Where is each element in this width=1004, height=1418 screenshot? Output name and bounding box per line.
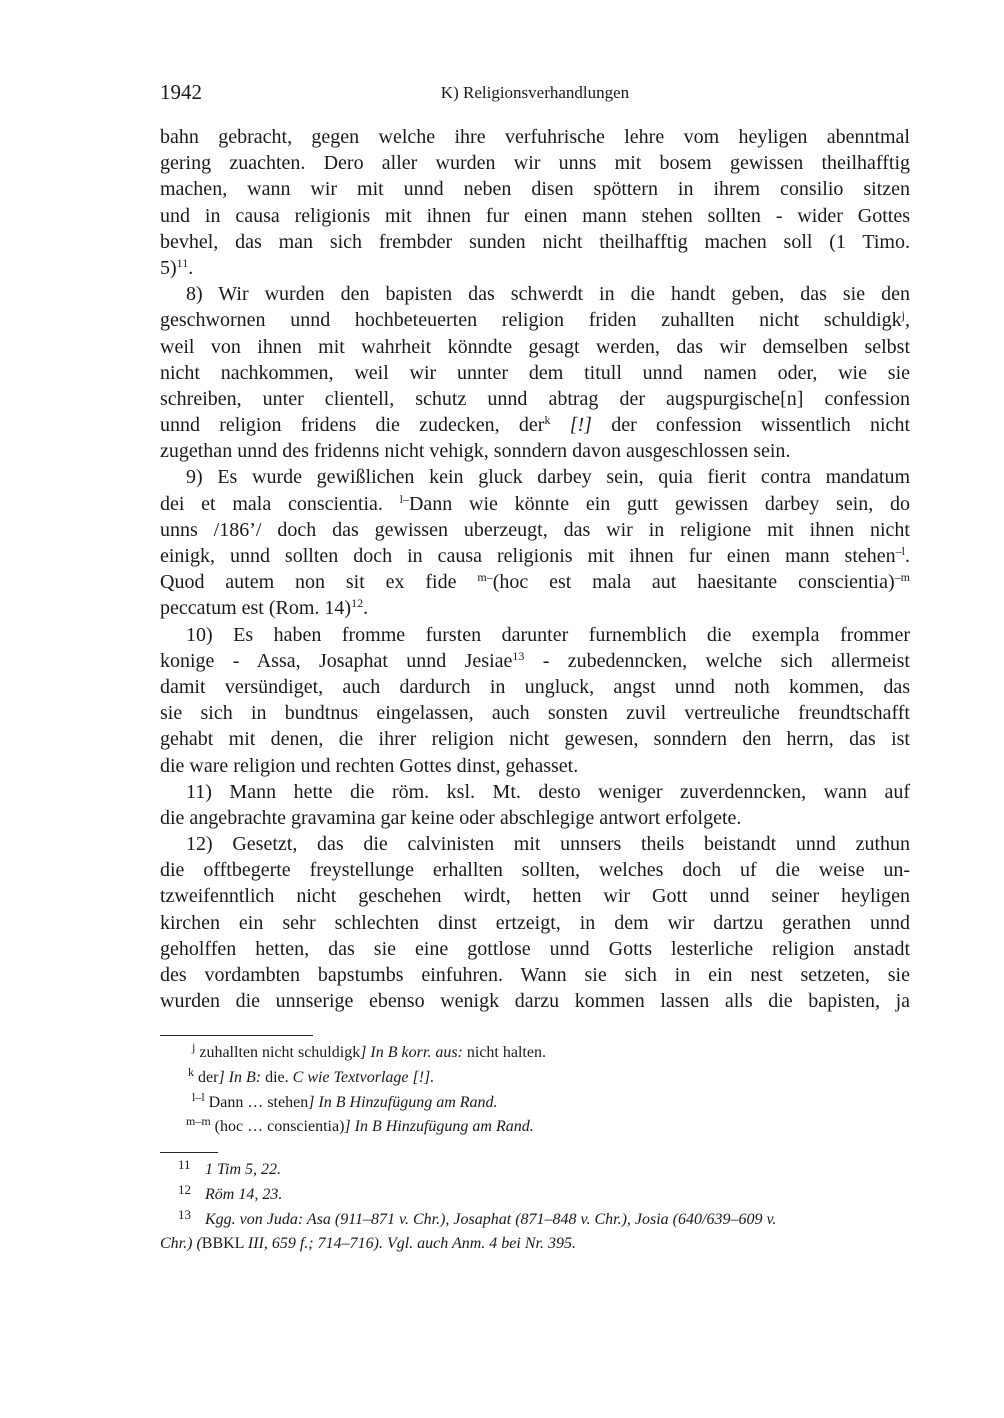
text-run: kirchen ein sehr schlechten dinst ertzeigt, in dem wir dartzu gerathen unnd	[160, 911, 910, 934]
text-run: tzweifenntlich nicht geschehen wirdt, hetten wir Gott unnd seiner heyligen	[160, 885, 910, 908]
text-run: 11) Mann hette die röm. ksl. Mt. desto weniger zuverdenncken, wann auf	[186, 780, 910, 803]
text-run: nicht halten.	[462, 1044, 546, 1061]
text-line	[160, 648, 910, 674]
text-run: .	[188, 256, 194, 279]
text-run: BBKL	[201, 1235, 248, 1253]
note-marker: k	[544, 413, 551, 428]
text-line	[160, 491, 910, 517]
note-marker: m–m	[186, 1114, 211, 1129]
text-line	[160, 910, 910, 936]
text-run: .	[905, 545, 910, 567]
text-line	[160, 360, 910, 386]
text-line	[160, 203, 910, 229]
footnote	[160, 1232, 910, 1257]
text-line	[160, 307, 910, 333]
main-text	[160, 124, 910, 1014]
text-line	[160, 412, 910, 438]
text-line	[160, 386, 910, 412]
text-line	[160, 753, 910, 779]
text-run: geschwornen unnd hochbeteuerten religion friden zuhallten nicht schuldigk	[160, 309, 902, 332]
note-marker: 11	[176, 255, 189, 270]
text-run: zuhallten nicht schuldigk	[195, 1044, 361, 1061]
text-run: die ware religion und rechten Gottes dinst, gehasset.	[160, 754, 579, 777]
text-run: der	[194, 1068, 219, 1086]
note-marker: k	[188, 1064, 194, 1079]
italic-run: Röm 14, 23.	[205, 1185, 283, 1203]
text-line	[160, 726, 910, 752]
text-line	[160, 543, 910, 569]
apparatus-divider	[160, 1035, 313, 1036]
text-run: einigk, unnd sollten doch in causa religionis mit ihnen fur einen mann stehen	[160, 545, 896, 567]
text-line	[160, 517, 910, 543]
text-run: Dann … stehen	[204, 1093, 309, 1111]
italic-run: ] In B korr. aus:	[360, 1044, 463, 1061]
italic-run: ] In B Hinzufügung am Rand.	[308, 1093, 498, 1111]
italic-run: III, 659 f.; 714–716). Vgl. auch Anm. 4 bei Nr. 395.	[247, 1235, 576, 1253]
text-line	[160, 883, 910, 909]
text-line	[160, 831, 910, 857]
note-marker: l–	[399, 491, 409, 506]
note-marker: m–	[477, 570, 493, 585]
text-line	[160, 334, 910, 360]
text-run: bahn gebracht, gegen welche ihre verfuhrische lehre vom heyligen abenntmal	[160, 126, 910, 148]
text-run: wurden die unnserige ebenso wenigk darzu kommen lassen alls die bapisten, ja	[160, 990, 910, 1013]
text-line	[160, 988, 910, 1014]
footnote: 13 Kgg. von Juda: Asa (911–871 v. Chr.), Josaphat (871–848 v. Chr.), Josia (640/639–609 v.	[178, 1206, 777, 1228]
text-run: 8) Wir wurden den bapisten das schwerdt in die handt geben, das sie den	[186, 283, 910, 306]
text-run	[550, 414, 569, 436]
note-marker: l–l	[192, 1089, 205, 1104]
text-line	[160, 805, 910, 831]
text-run: weil von ihnen mit wahrheit könndte gesagt werden, das wir demselben selbst	[160, 335, 910, 358]
text-run: damit versündiget, auch dardurch in ungluck, angst unnd noth kommen, das	[160, 675, 910, 698]
footnotes	[160, 1158, 910, 1257]
text-run: unnd religion fridens die zudecken, der	[160, 414, 545, 437]
text-run: konige - Assa, Josaphat unnd Jesiae	[160, 649, 513, 672]
italic-run: Kgg. von Juda: Asa (911–871 v. Chr.), Josaphat (871–848 v. Chr.), Josia (640/639–609 v.	[205, 1210, 777, 1228]
apparatus-note	[160, 1041, 910, 1066]
text-line	[160, 438, 910, 464]
italic-run: ] In B:	[218, 1068, 262, 1086]
text-run: geholffen hetten, das sie eine gottlose unnd Gotts lesterliche religion anstadt	[160, 937, 910, 960]
text-line	[160, 464, 910, 490]
footnote: 11 1 Tim 5, 22.	[178, 1157, 282, 1178]
text-line	[160, 150, 910, 176]
text-line	[160, 622, 910, 648]
note-marker: –l	[895, 544, 905, 558]
text-run: sie sich in bundtnus eingelassen, auch sonsten zuvil vertreuliche freundtschafft	[160, 702, 910, 725]
italic-run: ] In B Hinzufügung am Rand.	[344, 1118, 534, 1136]
text-run: 10) Es haben fromme fursten darunter furnemblich die exempla frommer	[186, 623, 910, 646]
text-run: des vordambten bapstumbs einfuhren. Wann sie sich in ein nest setzeten, sie	[160, 964, 910, 986]
text-line	[160, 569, 910, 595]
apparatus-note	[160, 1066, 910, 1091]
footnote: 12 Röm 14, 23.	[178, 1181, 283, 1203]
text-run: .	[363, 597, 369, 620]
text-line	[160, 229, 910, 255]
italic-run: [!]	[569, 414, 592, 437]
text-run: die.	[261, 1068, 293, 1086]
text-line	[160, 124, 910, 150]
note-marker: j	[901, 308, 905, 323]
italic-run: 1 Tim 5, 22.	[205, 1161, 282, 1178]
text-run: unns /186’/ doch das gewissen uberzeugt, das wir in religione mit ihnen nicht	[160, 518, 910, 541]
running-title: K) Religionsverhandlungen	[440, 83, 630, 102]
text-line	[160, 857, 910, 883]
text-line	[160, 176, 910, 202]
italic-run: C wie Textvorlage [!].	[292, 1068, 435, 1086]
text-run: peccatum est (Rom. 14)	[160, 597, 352, 620]
note-marker: j	[192, 1040, 196, 1054]
text-run: 5)	[160, 256, 177, 279]
text-run: (hoc … conscientia)	[210, 1118, 345, 1136]
note-marker: 13	[512, 648, 525, 663]
text-run: machen, wann wir mit unnd neben disen spöttern in ihrem consilio sitzen	[160, 178, 910, 201]
critical-apparatus	[160, 1041, 910, 1140]
text-run: die offtbegerte freystellunge erhallten sollten, welches doch uf die weise un-	[160, 859, 910, 882]
text-line	[160, 700, 910, 726]
apparatus-note	[160, 1115, 910, 1140]
text-run: gering zuachten. Dero aller wurden wir unns mit bosem gewissen theilhafftig	[160, 152, 910, 175]
text-line	[160, 595, 910, 621]
text-run: und in causa religionis mit ihnen fur einen mann stehen sollten - wider Gottes	[160, 204, 910, 227]
italic-run: Chr.) (	[160, 1235, 202, 1253]
text-run: Dann wie könnte ein gutt gewissen darbey sein, do	[408, 492, 910, 515]
text-run: 9) Es wurde gewißlichen kein gluck darbey sein, quia fierit contra mandatum	[186, 466, 910, 489]
text-run: der confession wissentlich nicht	[591, 414, 910, 437]
text-run: zugethan unnd des fridenns nicht vehigk, sonndern davon ausgeschlossen sein.	[160, 440, 791, 463]
note-marker: 12	[351, 596, 364, 611]
text-run: dei et mala conscientia.	[160, 492, 400, 515]
page-number: 1942	[160, 80, 202, 104]
text-run: die angebrachte gravamina gar keine oder abschlegige antwort erfolgete.	[160, 806, 742, 829]
text-run: - zubedenncken, welche sich allermeist	[524, 649, 910, 672]
text-run: schreiben, unter clientell, schutz unnd abtrag der augspurgische[n] confession	[160, 387, 910, 410]
text-run: gehabt mit denen, die ihrer religion nicht gewesen, sonndern den herrn, das ist	[160, 728, 910, 751]
text-line	[160, 936, 910, 962]
apparatus-note	[160, 1091, 910, 1116]
text-run: (hoc est mala aut haesitante conscientia)	[492, 571, 895, 594]
text-run: nicht nachkommen, weil wir unnter dem titull unnd namen oder, wie sie	[160, 361, 910, 384]
text-line	[160, 779, 910, 805]
note-marker: –m	[894, 570, 910, 585]
text-run: ,	[905, 309, 910, 332]
text-line	[160, 962, 910, 988]
text-run: bevhel, das man sich frembder sunden nicht theilhafftig machen soll (1 Timo.	[160, 230, 910, 253]
text-run: Quod autem non sit ex fide	[160, 571, 478, 594]
text-line	[160, 255, 910, 281]
text-line	[160, 674, 910, 700]
text-run: 12) Gesetzt, das die calvinisten mit unnsers theils beistandt unnd zuthun	[186, 833, 910, 856]
text-line	[160, 281, 910, 307]
footnotes-divider	[160, 1152, 218, 1153]
